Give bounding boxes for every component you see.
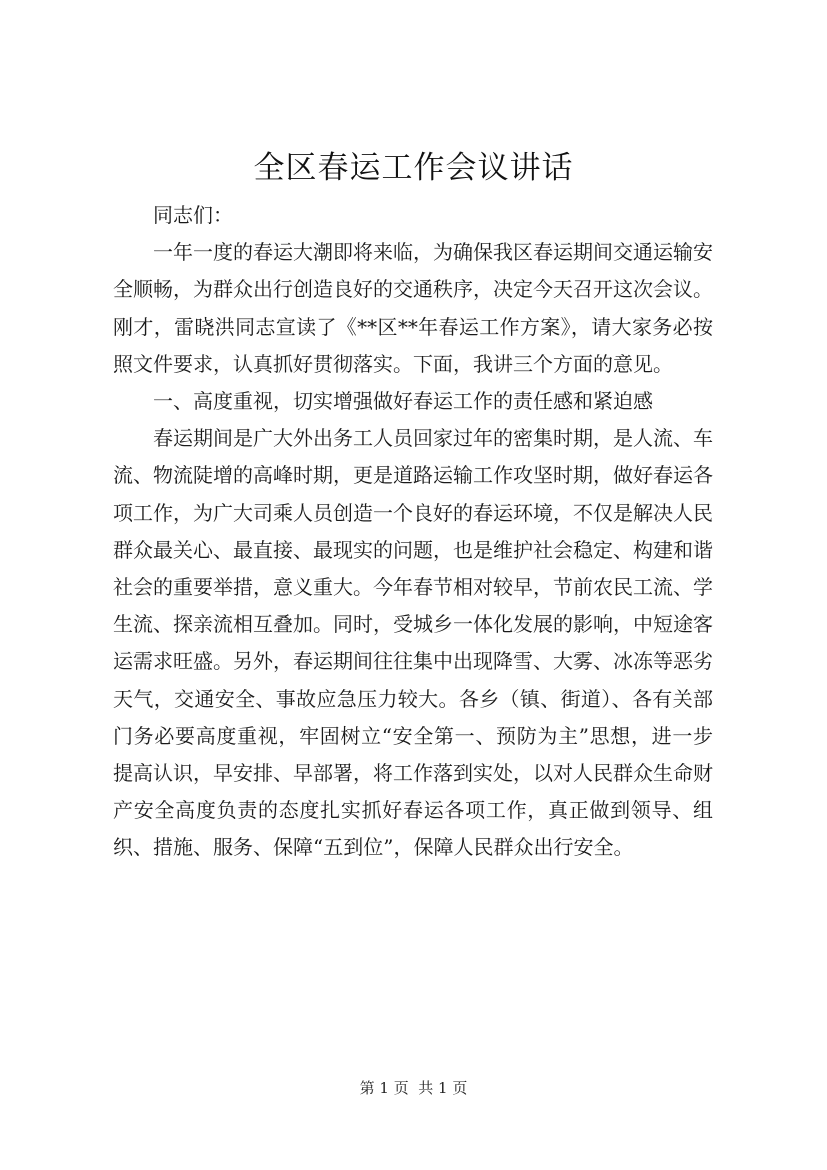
document-body xyxy=(113,197,713,867)
document-title: 全区春运工作会议讲话 xyxy=(253,150,574,186)
salutation-paragraph: 同志们： xyxy=(153,203,233,227)
page-footer xyxy=(0,1078,827,1098)
intro-paragraph: 一年一度的春运大潮即将来临，为确保我区春运期间交通运输安全顺畅，为群众出行创造良好的交通秩序，决定今天召开这次会议。刚才，雷晓洪同志宣读了《**区**年春运工作方案》，请大家务必按照文件要求，认真抓好贯彻落实。下面，我讲三个方面的意见。 xyxy=(113,240,713,376)
section-body-paragraph: 春运期间是广大外出务工人员回家过年的密集时期，是人流、车流、物流陡增的高峰时期，更是道路运输工作攻坚时期，做好春运各项工作，为广大司乘人员创造一个良好的春运环境，不仅是解决人民群众最关心、最直接、最现实的问题，也是维护社会稳定、构建和谐社会的重要举措，意义重大。今年春节相对较早，节前农民工流、学生流、探亲流相互叠加。同时，受城乡一体化发展的影响，中短途客运需求旺盛。另外，春运期间往往集中出现降雪、大雾、冰冻等恶劣天气，交通安全、事故应急压力较大。各乡（镇、街道）、各有关部门务必要高度重视，牢固树立“安全第一、预防为主”思想，进一步提高认识，早安排、早部署，将工作落到实处，以对人民群众生命财产安全高度负责的态度扎实抓好春运各项工作，真正做到领导、组织、措施、服务、保障“五到位”，保障人民群众出行安全。 xyxy=(113,426,713,860)
page-number: 第 1 页 共 1 页 xyxy=(359,1079,468,1097)
section-heading: 一、高度重视，切实增强做好春运工作的责任感和紧迫感 xyxy=(153,389,653,414)
